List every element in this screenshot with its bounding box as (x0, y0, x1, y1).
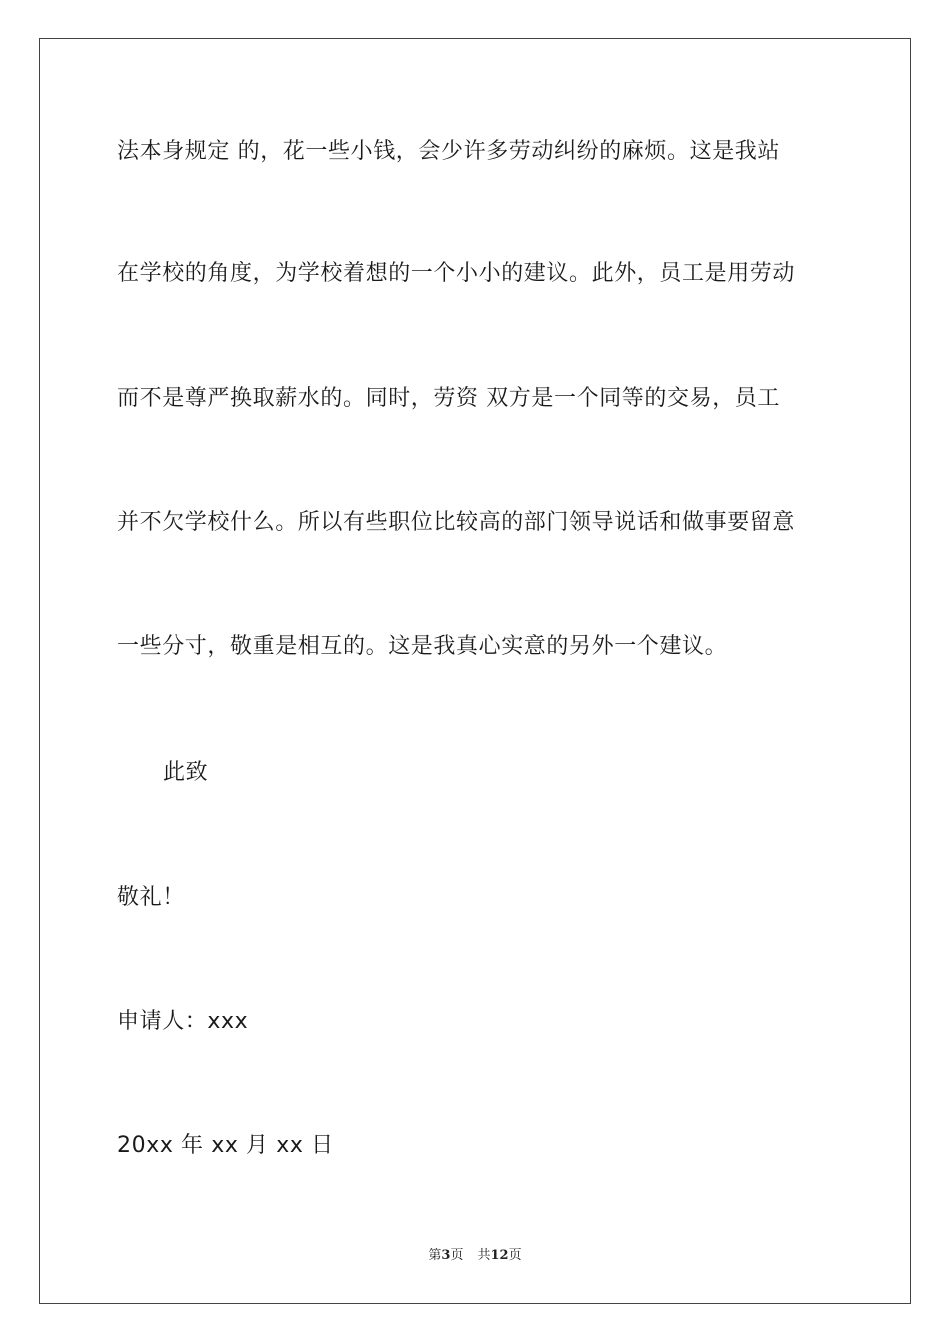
closing-text: 此致 (163, 760, 209, 785)
body-line-2: 在学校的角度，为学校着想的一个小小的建议。此外，员工是用劳动 (117, 261, 796, 286)
page-footer (0, 1247, 950, 1265)
body-line-5: 一些分寸，敬重是相互的。这是我真心实意的另外一个建议。 (117, 634, 728, 659)
total-pages: 12 (490, 1248, 509, 1263)
page-suffix: 页 (450, 1248, 464, 1263)
page-number: 3 (441, 1248, 451, 1263)
applicant-line: 申请人：xxx (117, 1009, 249, 1034)
salute-text: 敬礼！ (117, 885, 185, 910)
body-line-3: 而不是尊严换取薪水的。同时，劳资 双方是一个同等的交易，员工 (117, 386, 780, 411)
body-line-1: 法本身规定 的，花一些小钱，会少许多劳动纠纷的麻烦。这是我站 (117, 139, 780, 164)
total-prefix: 共 (477, 1248, 491, 1263)
page-prefix: 第 (428, 1248, 442, 1263)
total-suffix: 页 (508, 1248, 522, 1263)
page-border (39, 38, 911, 1304)
body-line-4: 并不欠学校什么。所以有些职位比较高的部门领导说话和做事要留意 (117, 510, 796, 535)
date-line: 20xx 年 xx 月 xx 日 (117, 1133, 334, 1158)
